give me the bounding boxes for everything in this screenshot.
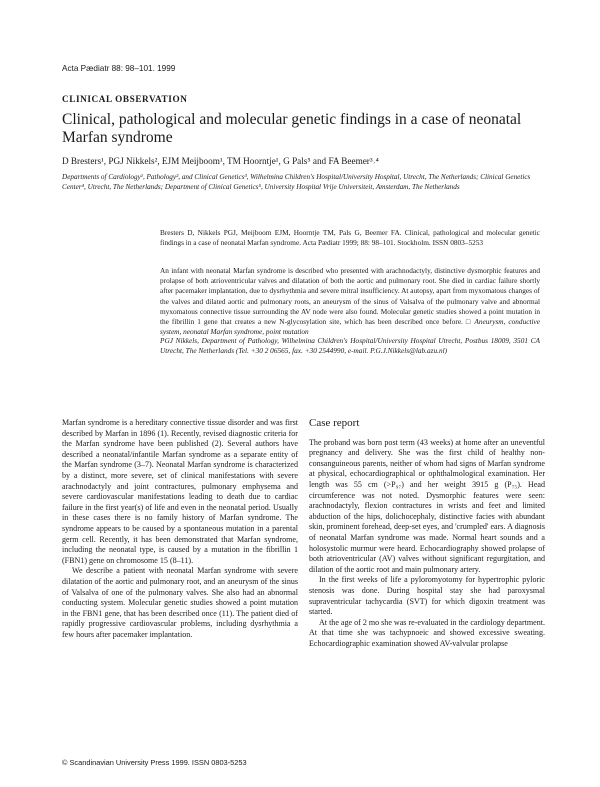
left-column: [62, 418, 298, 640]
abstract: [160, 266, 540, 337]
case-paragraph-1: The proband was born post term (43 weeks) at home after an uneventful pregnancy and delivery. She was the first child of healthy non-consanguineous parents, neither of whom had signs of Marfan syndrome at physical, echocardiographical or ophthalmological examination. Her length was 55 cm (>P₉₇) and her weight 3915 g (P₇₅). Head circumference was not noted. Dysmorphic features were seen: arachnodactyly, flexion contractures in wrists and feet and limited abduction of the hips, dolichocephaly, distinctive facies with abundant skin, prominent forehead, deep-set eyes, and 'crumpled' ears. A diagnosis of neonatal Marfan syndrome was made. Normal heart sounds and a holosystolic murmur were heard. Echocardiography showed prolapse of both atrioventricular (AV) valves without significant regurgitation, and dilation of the aortic root and main pulmonary artery.: [309, 437, 545, 574]
journal-citation-line: Acta Pædiatr 88: 98–101. 1999: [62, 64, 176, 73]
section-label: CLINICAL OBSERVATION: [62, 94, 188, 104]
citation-block: Bresters D, Nikkels PGJ, Meijboom EJM, Hoorntje TM, Pals G, Beemer FA. Clinical, pathological and molecular genetic findings in a case of neonatal Marfan syndrome. Acta Pædiatr 1999; 88: 98–101. Stockholm. ISSN 0803–5253: [160, 228, 540, 248]
case-paragraph-2: In the first weeks of life a pyloromyotomy for hypertrophic pyloric stenosis was done. During hospital stay she had paroxysmal supraventricular tachycardia (SVT) for which digoxin treatment was started.: [309, 575, 545, 617]
copyright-notice: © Scandinavian University Press 1999. ISSN 0803-5253: [62, 758, 247, 767]
affiliations: Departments of Cardiology¹, Pathology², and Clinical Genetics³, Wilhelmina Children's Hospital/University Hospital, Utrecht, The Netherlands; Clinical Genetics Center⁴, Utrecht, The Netherlands; Department of Clinical Genetics⁵, University Hospital Vrije Universiteit, Amsterdam, The Netherlands: [62, 173, 531, 191]
case-report-heading: Case report: [309, 417, 360, 429]
right-column: [309, 418, 545, 649]
case-paragraph-3: At the age of 2 mo she was re-evaluated in the cardiology department. At that time she was tachypnoeic and showed excessive sweating. Echocardiographic examination showed AV-valvular prolapse: [309, 617, 545, 648]
author-list: D Bresters¹, PGJ Nikkels², EJM Meijboom¹, TM Hoorntje¹, G Pals⁵ and FA Beemer³˒⁴: [62, 156, 379, 166]
intro-paragraph-1: Marfan syndrome is a hereditary connective tissue disorder and was first described by Marfan in 1896 (1). Recently, revised diagnostic criteria for the Marfan syndrome have been published (2). Several authors have described a neonatal/infantile Marfan syndrome as a separate entity of the Marfan syndrome (3–7). Neonatal Marfan syndrome is characterized by a distinct, more severe, set of clinical manifestations with severe arachnodactyly and joint contractures, pulmonary emphysema and severe cardiovascular manifestations leading to death due to cardiac failure in the first year(s) of life and even in the neonatal period. Usually in these cases there is no family history of Marfan syndrome. The syndrome appears to be caused by a spontaneous mutation in a parental germ cell. Recently, it has been demonstrated that Marfan syndrome, including the neonatal type, is caused by a mutation in the fibrillin 1 (FBN1) gene on chromosome 15 (8–11).: [62, 418, 298, 565]
correspondence-address: PGJ Nikkels, Department of Pathology, Wilhelmina Children's Hospital/University Hospital Utrecht, Postbus 18009, 3501 CA Utrecht, The Netherlands (Tel. +30 2 06565, fax. +30 2544990, e-mail. P.G.J.Nikkels@lab.azu.nl): [160, 336, 540, 356]
paper-title: Clinical, pathological and molecular genetic findings in a case of neonatal Marfan syndrome: [62, 111, 522, 146]
intro-paragraph-2: We describe a patient with neonatal Marfan syndrome with severe dilatation of the aortic and pulmonary root, and an aneurysm of the sinus of Valsalva of one of the pulmonary valves. She also had an abnormal conducting system. Molecular genetic studies showed a point mutation in the FBN1 gene, that has been described once (11). The patient died of rapidly progressive cardiovascular problems, including dysrhythmia a few hours after pacemaker implantation.: [62, 566, 298, 639]
keywords: □ Aneurysm, conductive system, neonatal Marfan syndrome, point mutation: [160, 317, 540, 337]
abstract-text: An infant with neonatal Marfan syndrome is described who presented with arachnodactyly, distinctive dysmorphic features and prolapse of both atrioventricular valves and dilatation of both the aortic and pulmonary root. She died in cardiac failure shortly after pacemaker implantation, due to dysrhythmia and severe mitral insufficiency. At autopsy, apart from myxomatous changes of the valves and dilated aortic and pulmonary roots, an aneurysm of the sinus of Valsalva of the pulmonary valve and abnormal myxomatous connective tissue surrounding the AV node were also found. Molecular genetic studies showed a point mutation in the fibrillin 1 gene that creates a new N-glycosylation site, which has been described once before.: [160, 266, 540, 327]
